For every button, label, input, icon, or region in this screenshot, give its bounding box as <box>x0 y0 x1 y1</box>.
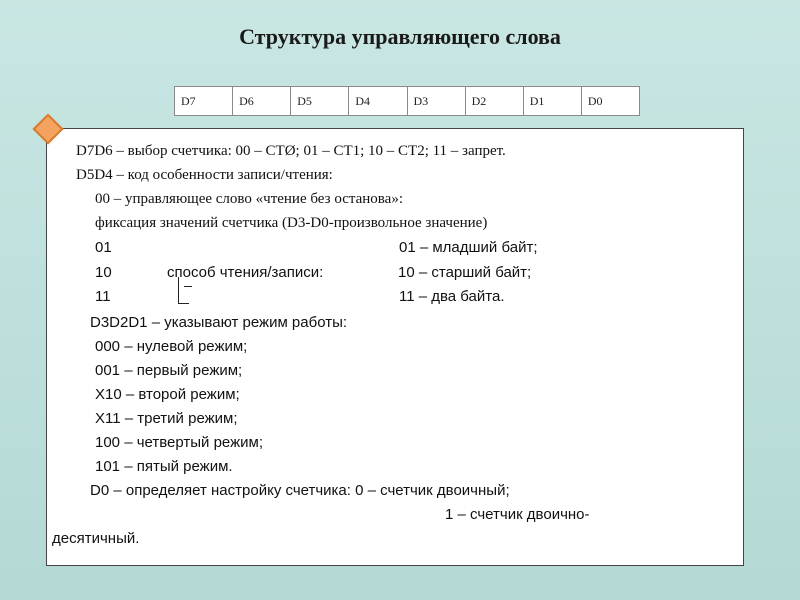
mode-2: X10 – второй режим; <box>95 386 240 403</box>
line-latch-desc: фиксация значений счетчика (D3-D0-произвольное значение) <box>95 215 488 231</box>
bit-cell-d1: D1 <box>523 87 581 116</box>
line-10-code: 10 <box>95 264 112 281</box>
brace-icon <box>178 277 189 304</box>
line-01-code: 01 <box>95 239 112 256</box>
mode-0: 000 – нулевой режим; <box>95 338 248 355</box>
bit-cell-d3: D3 <box>407 87 465 116</box>
bit-cell-d2: D2 <box>465 87 523 116</box>
line-01-desc: 01 – младший байт; <box>399 239 538 256</box>
mode-3: X11 – третий режим; <box>95 410 238 427</box>
bit-cell-d6: D6 <box>233 87 291 116</box>
line-d5d4: D5D4 – код особенности записи/чтения: <box>76 167 333 183</box>
line-d3d2d1: D3D2D1 – указывают режим работы: <box>90 314 348 331</box>
line-rw-mode-label: способ чтения/записи: <box>167 264 324 281</box>
line-d0-decimal: 1 – счетчик двоично- <box>445 506 590 523</box>
bit-cell-d0: D0 <box>581 87 639 116</box>
line-10-desc: 10 – старший байт; <box>398 264 532 281</box>
line-d7d6: D7D6 – выбор счетчика: 00 – СТØ; 01 – СТ1; 10 – СТ2; 11 – запрет. <box>76 143 506 159</box>
slide-title: Структура управляющего слова <box>239 24 561 49</box>
bit-cell-d4: D4 <box>349 87 407 116</box>
line-11-code: 11 <box>95 288 111 305</box>
line-d0: D0 – определяет настройку счетчика: 0 – счетчик двоичный; <box>90 482 510 499</box>
mode-4: 100 – четвертый режим; <box>95 434 263 451</box>
bit-cell-d7: D7 <box>175 87 233 116</box>
line-latch: 00 – управляющее слово «чтение без останова»: <box>95 191 403 207</box>
mode-5: 101 – пятый режим. <box>95 458 233 475</box>
brace-tick-icon <box>184 286 192 287</box>
bit-cell-d5: D5 <box>291 87 349 116</box>
control-word-bit-table <box>174 86 640 116</box>
mode-1: 001 – первый режим; <box>95 362 243 379</box>
line-11-desc: 11 – два байта. <box>399 288 505 305</box>
line-d0-decimal-cont: десятичный. <box>52 530 140 547</box>
